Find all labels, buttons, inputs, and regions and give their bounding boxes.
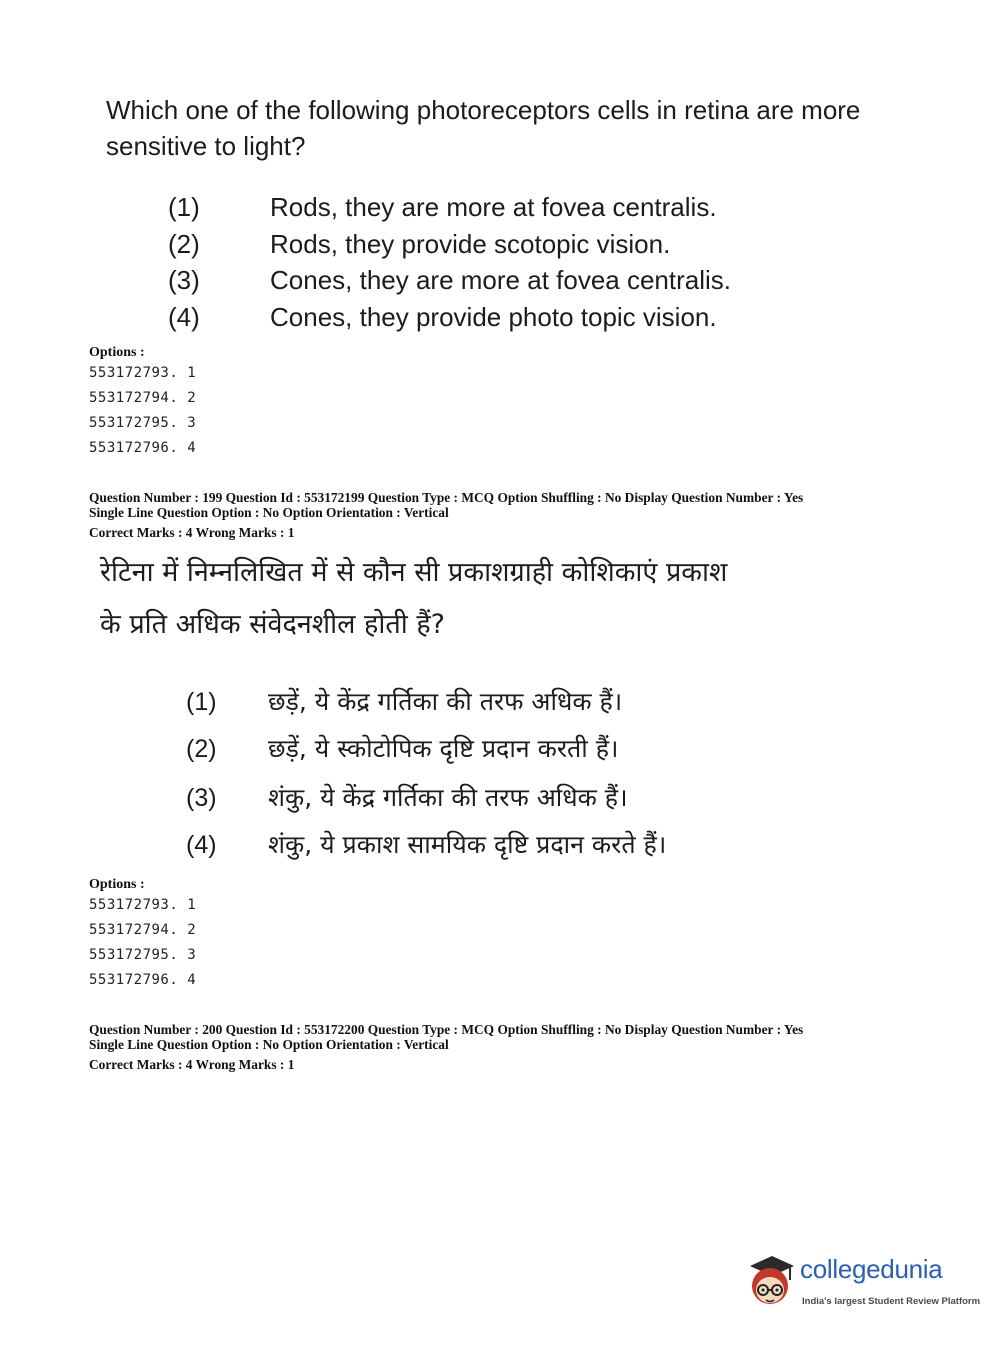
collegedunia-logo	[742, 1250, 981, 1312]
question-meta-line1: Question Number : 200 Question Id : 553172200 Question Type : MCQ Option Shuffling : No Display Question Number : Yes	[89, 1022, 804, 1037]
mascot-icon	[742, 1250, 798, 1312]
question-meta-line2: Single Line Question Option : No Option Orientation : Vertical	[89, 505, 449, 520]
option-text: छड़ें, ये केंद्र गर्तिका की तरफ अधिक हैं।	[268, 687, 623, 716]
option-text: Cones, they are more at fovea centralis.	[270, 265, 732, 295]
options-label: Options :	[89, 345, 145, 360]
option-hi-1	[186, 682, 622, 722]
option-number: (3)	[168, 265, 200, 295]
logo-tagline: India's largest Student Review Platform	[802, 1296, 981, 1307]
question-meta-line2: Single Line Question Option : No Option Orientation : Vertical	[89, 1037, 449, 1052]
question-text-hi-line1: रेटिना में निम्नलिखित में से कौन सी प्रकाशग्राही कोशिकाएं प्रकाश	[100, 557, 728, 588]
option-en-2	[168, 227, 670, 261]
option-id: 553172794. 2	[89, 922, 197, 938]
option-id: 553172796. 4	[89, 972, 197, 988]
option-number: (1)	[168, 192, 200, 222]
option-text: शंकु, ये प्रकाश सामयिक दृष्टि प्रदान करते हैं।	[268, 830, 667, 859]
option-id: 553172793. 1	[89, 897, 197, 913]
option-id: 553172796. 4	[89, 440, 197, 456]
option-number: (2)	[168, 229, 200, 259]
option-text: छड़ें, ये स्कोटोपिक दृष्टि प्रदान करती हैं।	[268, 734, 619, 763]
question-marks: Correct Marks : 4 Wrong Marks : 1	[89, 1057, 295, 1072]
option-id: 553172795. 3	[89, 415, 197, 431]
option-text: शंकु, ये केंद्र गर्तिका की तरफ अधिक हैं।	[268, 783, 628, 812]
question-text-hi-line2: के प्रति अधिक संवेदनशील होती हैं?	[100, 609, 445, 640]
option-id: 553172795. 3	[89, 947, 197, 963]
option-number: (1)	[186, 688, 217, 716]
question-marks: Correct Marks : 4 Wrong Marks : 1	[89, 525, 295, 540]
option-number: (3)	[186, 784, 217, 812]
options-label: Options :	[89, 877, 145, 892]
option-en-4	[168, 300, 717, 334]
logo-wordmark: collegedunia	[800, 1254, 943, 1284]
option-hi-3	[186, 778, 628, 818]
option-hi-4	[186, 825, 666, 865]
option-text: Rods, they provide scotopic vision.	[270, 229, 671, 259]
option-en-3	[168, 263, 731, 297]
option-text: Rods, they are more at fovea centralis.	[270, 192, 717, 222]
option-hi-2	[186, 729, 618, 769]
option-number: (2)	[186, 735, 217, 763]
option-id: 553172793. 1	[89, 365, 197, 381]
option-number: (4)	[168, 302, 200, 332]
option-id: 553172794. 2	[89, 390, 197, 406]
option-text: Cones, they provide photo topic vision.	[270, 302, 717, 332]
question-text-en: Which one of the following photoreceptors cells in retina are more sensitive to light?	[106, 95, 861, 161]
option-en-1	[168, 190, 717, 224]
option-number: (4)	[186, 831, 217, 859]
question-meta-line1: Question Number : 199 Question Id : 553172199 Question Type : MCQ Option Shuffling : No Display Question Number : Yes	[89, 490, 804, 505]
